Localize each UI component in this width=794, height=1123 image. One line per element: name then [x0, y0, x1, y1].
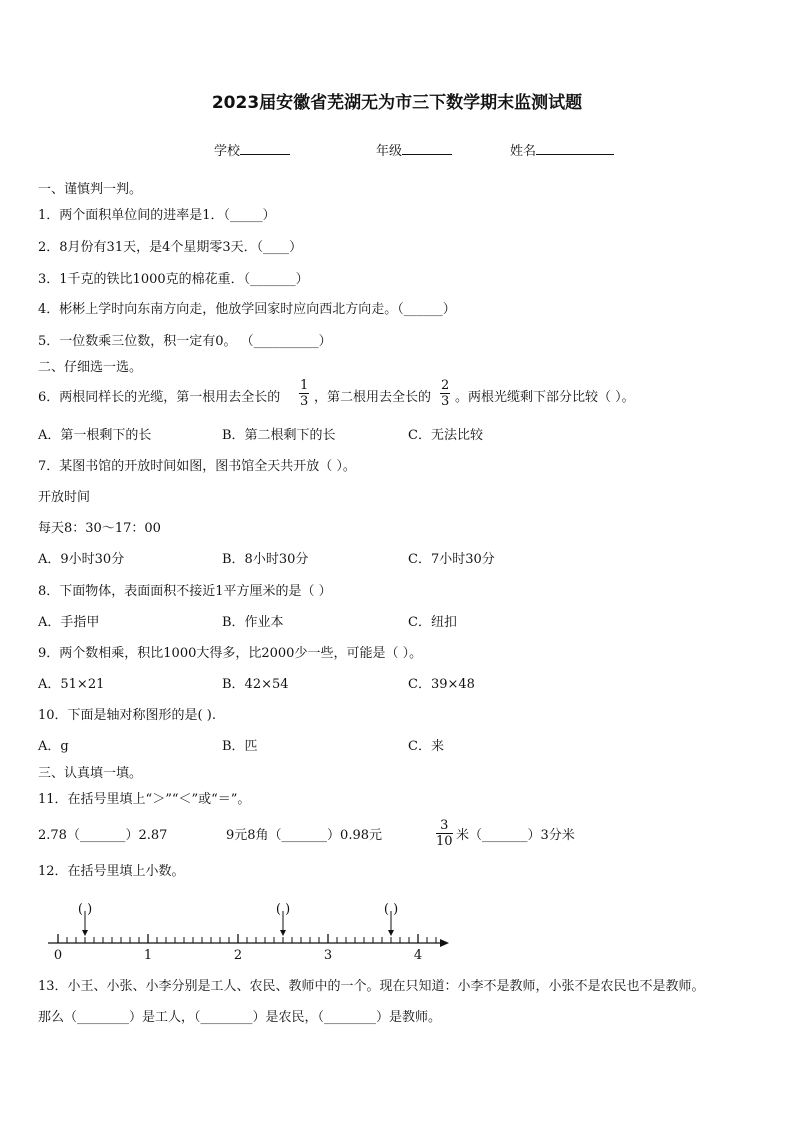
q8-option-a[interactable]: A．手指甲 — [38, 615, 100, 630]
q8-option-c[interactable]: C．纽扣 — [408, 615, 457, 630]
q7-option-c[interactable]: C．7小时30分 — [408, 552, 495, 567]
axis-label: 3 — [323, 948, 333, 963]
q7-option-a[interactable]: A．9小时30分 — [38, 552, 125, 567]
fraction-numerator: 1 — [300, 378, 309, 393]
grade-label: 年级 — [376, 144, 403, 159]
question-6-part2: ，第二根用去全长的 — [314, 390, 432, 405]
answer-parentheses: ( ) — [275, 902, 291, 917]
q10-option-a[interactable]: A．g — [38, 739, 69, 754]
question-13-line2[interactable]: 那么（________）是工人，（________）是农民，（________）是教师。 — [38, 1010, 442, 1025]
question-4: 4．彬彬上学时向东南方向走，他放学回家时应向西北方向走。（______） — [38, 302, 456, 317]
q10-option-b[interactable]: B．匹 — [222, 739, 258, 754]
name-field — [510, 142, 614, 160]
q9-option-c[interactable]: C．39×48 — [408, 677, 475, 692]
question-12: 12．在括号里填上小数。 — [38, 864, 185, 879]
answer-parentheses: ( ) — [383, 902, 399, 917]
pointer-arrowhead — [280, 930, 286, 936]
section-heading-3: 三、认真填一填。 — [38, 766, 143, 781]
question-13-line1: 13．小王、小张、小李分别是工人、农民、教师中的一个。现在只知道：小李不是教师，小张不是农民也不是教师。 — [38, 979, 705, 994]
q8-option-b[interactable]: B．作业本 — [222, 615, 284, 630]
q11-item-2[interactable]: 9元8角（_______）0.98元 — [226, 828, 382, 843]
question-5: 5．一位数乘三位数，积一定有0。 （__________） — [38, 334, 332, 349]
fraction-numerator: 2 — [441, 378, 450, 393]
question-9: 9．两个数相乘，积比1000大得多，比2000少一些，可能是（ ）。 — [38, 646, 423, 661]
name-blank[interactable] — [536, 142, 614, 155]
q10-option-c[interactable]: C．来 — [408, 739, 444, 754]
answer-parentheses: ( ) — [77, 902, 93, 917]
axis-arrowhead — [440, 939, 449, 947]
axis-label: 1 — [143, 948, 153, 963]
axis-label: 0 — [53, 948, 63, 963]
school-field — [214, 142, 290, 160]
fraction-denominator: 3 — [441, 394, 450, 409]
question-8: 8．下面物体，表面面积不接近1平方厘米的是（ ） — [38, 584, 332, 599]
pointer-arrowhead — [82, 930, 88, 936]
q6-option-b[interactable]: B．第二根剩下的长 — [222, 428, 336, 443]
question-2: 2．8月份有31天，是4个星期零3天．（____） — [38, 240, 303, 255]
question-10: 10．下面是轴对称图形的是( ). — [38, 708, 216, 723]
q9-option-a[interactable]: A．51×21 — [38, 677, 105, 692]
fraction-denominator: 10 — [436, 834, 453, 849]
question-1: 1．两个面积单位间的进率是1．（_____） — [38, 208, 276, 223]
opening-hours-title: 开放时间 — [38, 490, 91, 505]
school-label: 学校 — [214, 144, 241, 159]
fraction-one-third — [299, 378, 309, 409]
question-3: 3．1千克的铁比1000克的棉花重．（_______） — [38, 272, 309, 287]
q9-option-b[interactable]: B．42×54 — [222, 677, 289, 692]
section-heading-2: 二、仔细选一选。 — [38, 360, 143, 375]
q6-option-c[interactable]: C．无法比较 — [408, 428, 483, 443]
number-line — [0, 895, 794, 965]
grade-blank[interactable] — [402, 142, 452, 155]
fraction-two-thirds — [440, 378, 450, 409]
school-blank[interactable] — [240, 142, 290, 155]
grade-field — [376, 142, 452, 160]
page-title: 2023届安徽省芜湖无为市三下数学期末监测试题 — [211, 93, 583, 113]
q11-item-1[interactable]: 2.78（_______）2.87 — [38, 828, 168, 843]
pointer-arrowhead — [388, 930, 394, 936]
q7-option-b[interactable]: B．8小时30分 — [222, 552, 309, 567]
fraction-three-tenths — [436, 818, 453, 849]
opening-hours-time: 每天8：30～17：00 — [38, 521, 161, 536]
axis-label: 4 — [413, 948, 423, 963]
question-6-part1: 6．两根同样长的光缆，第一根用去全长的 — [38, 390, 281, 405]
fraction-numerator: 3 — [436, 818, 453, 834]
question-11: 11．在括号里填上“＞”“＜”或“＝”。 — [38, 792, 251, 807]
axis-label: 2 — [233, 948, 243, 963]
question-7: 7．某图书馆的开放时间如图，图书馆全天共开放（ ）。 — [38, 459, 356, 474]
fraction-denominator: 3 — [300, 394, 309, 409]
q11-item-3[interactable]: 米（_______）3分米 — [456, 828, 575, 843]
section-heading-1: 一、谨慎判一判。 — [38, 182, 143, 197]
question-6-part3: 。两根光缆剩下部分比较（ ）。 — [455, 390, 635, 405]
name-label: 姓名 — [510, 144, 537, 159]
q6-option-a[interactable]: A．第一根剩下的长 — [38, 428, 152, 443]
